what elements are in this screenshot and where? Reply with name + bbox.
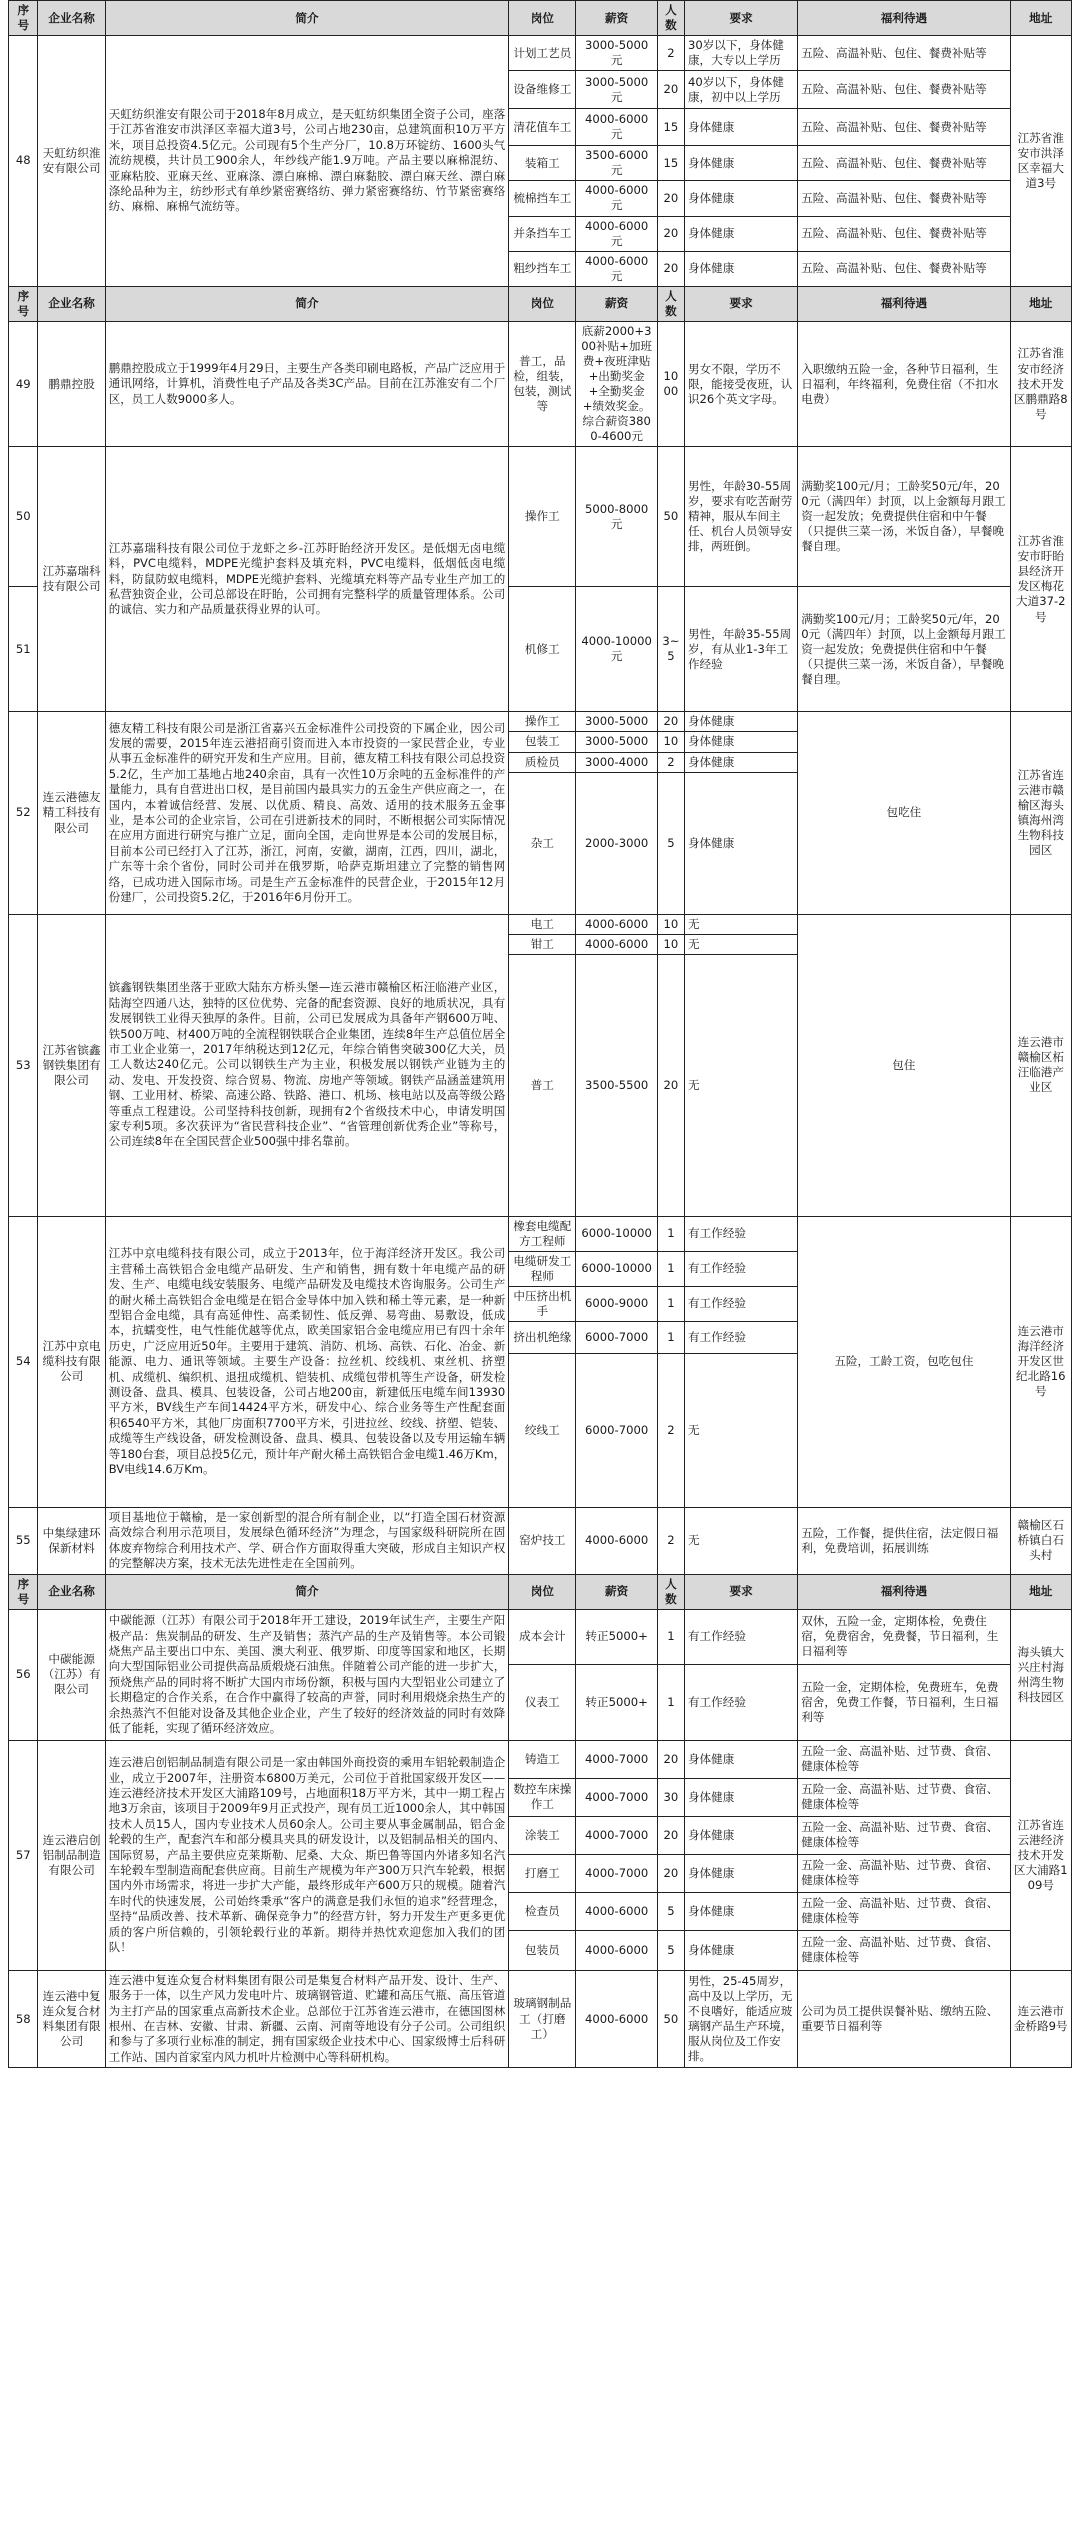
welfare: 五险、高温补贴、包住、餐费补贴等 <box>798 36 1010 71</box>
table-row <box>9 1740 1072 1778</box>
company-intro: 鹏鼎控股成立于1999年4月29日，主要生产各类印刷电路板，产品广泛应用于通讯网络，计算机，消费性电子产品及各类3C产品。目前在江苏淮安有二个厂区，员工人数9000多人。 <box>105 321 508 447</box>
company-intro: 中碳能源（江苏）有限公司于2018年开工建设，2019年试生产，主要生产阳极产品：焦炭制品的研发、生产及销售；蒸汽产品的生产及销售等。本公司锻烧焦产品主要出口中东、美国、澳大利亚、俄罗斯、印度等国家和地区，长期向大型国际铝业公司提供高品质煅烧石油焦。伴随着公司产能的进一步扩大，预烧焦产品的同时将不断扩大国内市场份额，积极与国内大型铝业公司建立了长期稳定的合作关系，在合作中赢得了较高的声誉，同时利用煅烧余热生产的余热蒸汽不但能对设备及其他企业企业，产生了较好的经济效益的同时有效降低了能耗，实现了循环经济效应。 <box>105 1609 508 1740</box>
header-post: 岗位 <box>509 1574 576 1609</box>
job-count: 5 <box>657 1892 684 1930</box>
seq-number: 50 <box>9 447 38 587</box>
job-listing-page <box>8 0 1072 2068</box>
job-count: 20 <box>657 1740 684 1778</box>
job-requirement: 有工作经验 <box>684 1216 797 1251</box>
job-count: 50 <box>657 1970 684 2067</box>
welfare: 公司为员工提供误餐补贴、缴纳五险、重要节日福利等 <box>798 1970 1010 2067</box>
header-address: 地址 <box>1010 1574 1071 1609</box>
welfare: 五险一金，定期体检，免费班车，免费宿舍，免费工作餐，节日福利，生日福利等 <box>798 1664 1010 1740</box>
header-seq: 序号 <box>9 1574 38 1609</box>
job-post: 成本会计 <box>509 1609 576 1664</box>
header-welfare: 福利待遇 <box>798 1574 1010 1609</box>
company-name: 天虹纺织淮安有限公司 <box>38 36 105 287</box>
job-count: 20 <box>657 251 684 286</box>
job-salary: 2000-3000 <box>576 772 657 914</box>
welfare: 五险一金、高温补贴、过节费、食宿、健康体检等 <box>798 1816 1010 1854</box>
job-requirement: 无 <box>684 1354 797 1508</box>
job-post: 计划工艺员 <box>509 36 576 71</box>
company-address: 连云港市海洋经济开发区世纪北路16号 <box>1010 1216 1071 1507</box>
job-requirement: 身体健康 <box>684 752 797 772</box>
job-post: 中压挤出机手 <box>509 1286 576 1321</box>
table-row <box>9 36 1072 71</box>
job-post: 并条挡车工 <box>509 216 576 251</box>
header-count: 人数 <box>657 1 684 36</box>
job-count: 5 <box>657 1930 684 1970</box>
job-post: 粗纱挡车工 <box>509 251 576 286</box>
job-post: 玻璃钢制品工（打磨工） <box>509 1970 576 2067</box>
job-salary: 4000-6000元 <box>576 251 657 286</box>
job-count: 3~5 <box>657 587 684 712</box>
welfare: 五险、高温补贴、包住、餐费补贴等 <box>798 71 1010 109</box>
header-company: 企业名称 <box>38 1 105 36</box>
job-post: 挤出机绝缘 <box>509 1322 576 1354</box>
header-intro: 简介 <box>105 1 508 36</box>
job-salary: 4000-7000 <box>576 1854 657 1892</box>
table-row <box>9 447 1072 587</box>
job-salary: 4000-6000元 <box>576 109 657 146</box>
job-salary: 转正5000+ <box>576 1609 657 1664</box>
job-post: 钳工 <box>509 934 576 954</box>
job-count: 10 <box>657 914 684 934</box>
job-count: 1000 <box>657 321 684 447</box>
header-salary: 薪资 <box>576 1 657 36</box>
job-requirement: 男性，年龄35-55周岁，有从业1-3年工作经验 <box>684 587 797 712</box>
welfare: 五险、高温补贴、包住、餐费补贴等 <box>798 181 1010 216</box>
job-count: 20 <box>657 712 684 732</box>
table-row <box>9 914 1072 934</box>
job-post: 设备维修工 <box>509 71 576 109</box>
company-name: 连云港德友精工科技有限公司 <box>38 712 105 914</box>
welfare: 五险一金、高温补贴、过节费、食宿、健康体检等 <box>798 1778 1010 1816</box>
company-intro: 江苏嘉瑞科技有限公司位于龙虾之乡-江苏盱眙经济开发区。是低烟无卤电缆料，PVC电缆料，MDPE光缆护套料及填充料，PVC电缆料，低烟低卤电缆料，防鼠防蚁电缆料，MDPE光缆护套料、光缆填充料等产品专业生产加工的私营独资企业，公司总部设在盱眙，公司拥有完整科学的质量管理体系。公司的诚信、实力和产品质量获得业界的认可。 <box>105 447 508 712</box>
company-intro: 天虹纺织淮安有限公司于2018年8月成立，是天虹纺织集团全资子公司，座落于江苏省淮安市洪泽区幸福大道3号，公司占地230亩，总建筑面积10万平方米，项目总投资4.5亿元。公司现有5个生产分厂，10.8万环锭纺、1600头气流纺规模，共计员工900余人，年纱线产能1.9万吨。产品主要以麻棉混纺、亚麻粘胶、亚麻天丝、亚麻涤、漂白麻棉、漂白麻黏胶、漂白麻天丝、漂白麻涤纶品种为主，纺纱形式有单纱紧密赛络纺、弹力紧密赛络纺、竹节紧密赛络纺、麻棉、麻棉气流纺等。 <box>105 36 508 287</box>
job-salary: 4000-7000 <box>576 1816 657 1854</box>
job-count: 1 <box>657 1664 684 1740</box>
header-row <box>9 286 1072 321</box>
company-address: 江苏省淮安市盱眙县经济开发区梅花大道37-2号 <box>1010 447 1071 712</box>
job-requirement: 身体健康 <box>684 109 797 146</box>
job-count: 2 <box>657 1354 684 1508</box>
header-intro: 简介 <box>105 286 508 321</box>
welfare: 五险、高温补贴、包住、餐费补贴等 <box>798 146 1010 181</box>
job-salary: 4000-7000 <box>576 1740 657 1778</box>
header-row <box>9 1 1072 36</box>
job-salary: 4000-6000 <box>576 1508 657 1575</box>
welfare: 包吃住 <box>798 712 1010 914</box>
company-name: 鹏鼎控股 <box>38 321 105 447</box>
job-salary: 5000-8000元 <box>576 447 657 587</box>
welfare: 五险一金、高温补贴、过节费、食宿、健康体检等 <box>798 1930 1010 1970</box>
seq-number: 53 <box>9 914 38 1216</box>
table-row <box>9 712 1072 732</box>
company-address: 江苏省淮安市经济技术开发区鹏鼎路8号 <box>1010 321 1071 447</box>
table-body <box>9 1 1072 2068</box>
job-count: 1 <box>657 1322 684 1354</box>
job-requirement: 有工作经验 <box>684 1664 797 1740</box>
company-name: 连云港启创铝制品制造有限公司 <box>38 1740 105 1970</box>
company-address: 连云港市赣榆区柘汪临港产业区 <box>1010 914 1071 1216</box>
company-intro: 镔鑫钢铁集团坐落于亚欧大陆东方桥头堡—连云港市赣榆区柘汪临港产业区，陆海空四通八达，独特的区位优势、完备的配套资源、良好的地质状况，具有发展钢铁工业得天独厚的条件。目前，公司已发展成为具备年产钢600万吨、铁500万吨、材400万吨的全流程钢铁联合企业集团，连续8年生产总值位居全市工业企业第一，2017年纳税达到12亿元，年综合销售突破300亿大关，员工人数达240亿元。公司以钢铁生产为主业，积极发展以钢铁产业链为主的动、发电、开发投资、综合贸易、物流、房地产等领域。钢铁产品涵盖建筑用钢、工业用材、桥梁、高速公路、铁路、港口、机场、核电站以及高等级公路等重点工程建设。公司坚持科技创新，现拥有2个省级技术中心，申请发明国家专利5项。多次获评为“省民营科技企业”、“省管理创新优秀企业”等称号，公司连续8年在全国民营企业500强中排名靠前。 <box>105 914 508 1216</box>
job-requirement: 身体健康 <box>684 146 797 181</box>
welfare: 包住 <box>798 914 1010 1216</box>
job-count: 30 <box>657 1778 684 1816</box>
job-requirement: 无 <box>684 914 797 934</box>
job-salary: 6000-10000 <box>576 1251 657 1286</box>
job-post: 清花值车工 <box>509 109 576 146</box>
seq-number: 57 <box>9 1740 38 1970</box>
job-salary: 4000-10000元 <box>576 587 657 712</box>
job-requirement: 男性，25-45周岁，高中及以上学历，无不良嗜好，能适应玻璃钢产品生产环境，服从岗位及工作安排。 <box>684 1970 797 2067</box>
job-count: 20 <box>657 71 684 109</box>
job-post: 电缆研发工程师 <box>509 1251 576 1286</box>
job-salary: 4000-6000 <box>576 934 657 954</box>
seq-number: 49 <box>9 321 38 447</box>
seq-number: 58 <box>9 1970 38 2067</box>
seq-number: 54 <box>9 1216 38 1507</box>
table-row <box>9 1609 1072 1664</box>
job-post: 打磨工 <box>509 1854 576 1892</box>
job-requirement: 无 <box>684 954 797 1216</box>
job-requirement: 身体健康 <box>684 181 797 216</box>
header-welfare: 福利待遇 <box>798 286 1010 321</box>
table-row <box>9 1508 1072 1575</box>
job-salary: 4000-6000元 <box>576 216 657 251</box>
job-count: 50 <box>657 447 684 587</box>
welfare: 五险、高温补贴、包住、餐费补贴等 <box>798 216 1010 251</box>
company-address: 江苏省连云港经济技术开发区大浦路109号 <box>1010 1740 1071 1970</box>
job-post: 杂工 <box>509 772 576 914</box>
welfare: 满勤奖100元/月；工龄奖50元/年，200元（满四年）封顶，以上金额每月跟工资一起发放；免费提供住宿和中午餐（只提供三菜一汤，米饭自备），早餐晚餐自理。 <box>798 587 1010 712</box>
job-requirement: 30岁以下，身体健康，大专以上学历 <box>684 36 797 71</box>
job-salary: 6000-7000 <box>576 1322 657 1354</box>
welfare: 五险一金、高温补贴、过节费、食宿、健康体检等 <box>798 1892 1010 1930</box>
header-salary: 薪资 <box>576 1574 657 1609</box>
company-name: 江苏中京电缆科技有限公司 <box>38 1216 105 1507</box>
job-requirement: 身体健康 <box>684 251 797 286</box>
header-requirement: 要求 <box>684 1 797 36</box>
welfare: 五险一金、高温补贴、过节费、食宿、健康体检等 <box>798 1740 1010 1778</box>
company-address: 江苏省连云港市赣榆区海头镇海州湾生物科技园区 <box>1010 712 1071 914</box>
seq-number: 55 <box>9 1508 38 1575</box>
job-requirement: 无 <box>684 934 797 954</box>
welfare: 入职缴纳五险一金，各种节日福利，生日福利，年终福利，免费住宿（不扣水电费） <box>798 321 1010 447</box>
job-salary: 3000-5000元 <box>576 71 657 109</box>
job-count: 1 <box>657 1251 684 1286</box>
job-post: 操作工 <box>509 447 576 587</box>
seq-number: 51 <box>9 587 38 712</box>
company-intro: 连云港中复连众复合材料集团有限公司是集复合材料产品开发、设计、生产、服务于一体，以生产风力发电叶片、玻璃钢管道、贮罐和高压气瓶、高压管道为主打产品的国家重点高新技术企业。总部位于江苏省连云港市，在德国图林根州、在吉林、安徽、甘肃、新疆、云南、河南等地设有分子公司。公司组织和参与了多项行业标准的制定，拥有国家级企业技术中心、国家级博士后科研工作站、国内首家室内风力机叶片检测中心等科研机构。 <box>105 1970 508 2067</box>
company-address: 赣榆区石桥镇白石头村 <box>1010 1508 1071 1575</box>
job-count: 2 <box>657 1508 684 1575</box>
job-requirement: 男女不限，学历不限，能接受夜班，认识26个英文字母。 <box>684 321 797 447</box>
seq-number: 48 <box>9 36 38 287</box>
job-count: 10 <box>657 934 684 954</box>
job-post: 数控车床操作工 <box>509 1778 576 1816</box>
job-count: 1 <box>657 1216 684 1251</box>
job-salary: 4000-6000 <box>576 1892 657 1930</box>
job-post: 电工 <box>509 914 576 934</box>
welfare: 满勤奖100元/月；工龄奖50元/年，200元（满四年）封顶，以上金额每月跟工资一起发放；免费提供住宿和中午餐（只提供三菜一汤，米饭自备），早餐晚餐自理。 <box>798 447 1010 587</box>
job-post: 普工，品检，组装，包装，测试等 <box>509 321 576 447</box>
job-post: 检查员 <box>509 1892 576 1930</box>
job-post: 质检员 <box>509 752 576 772</box>
job-salary: 底薪2000+300补贴+加班费+夜班津贴+出勤奖金+全勤奖金+绩效奖金。综合薪资3800-4600元 <box>576 321 657 447</box>
job-salary: 4000-6000 <box>576 914 657 934</box>
job-requirement: 身体健康 <box>684 1892 797 1930</box>
company-intro: 江苏中京电缆科技有限公司，成立于2013年，位于海洋经济开发区。我公司主营稀土高铁铝合金电缆产品研发、生产和销售，拥有数十年电缆产品的研发、生产、电缆电线安装服务、电缆产品研发及电缆技术咨询服务。公司生产的耐火稀土高铁铝合金电缆是在铝合金导体中加入铁和稀土等元素，是一种新型铝合金电缆，具有高延伸性、高柔韧性、低反弹、易弯曲、易敷设，低成本，抗蠕变性，电气性能优越等优点，欧美国家铝合金电缆应用已有四十余年历史，广泛应用近50年。主要用于建筑、消防、机场、高铁、石化、冶金、新能源、电力、通讯等领域。主要生产设备：拉丝机、绞线机、束丝机、挤塑机、成缆机、编织机、退扭成缆机、铠装机、成缆包带机等生产设备，研发检测设备、盘具、模具、包装设备，公司占地200亩，新建低压电缆车间13930平方米，BV线生产车间14424平方米，研发中心、综合业务等生产性配套面积6540平方米，其他厂房面积7700平方米，引进拉丝、绞线、挤塑、铠装、成缆等生产线设备，研发检测设备、盘具、模具、包装设备以及专用运输车辆等180台套，项目总投5亿元，预计年产耐火稀土高铁铝合金电缆1.46万Km，BV电线14.6万Km。 <box>105 1216 508 1507</box>
job-requirement: 身体健康 <box>684 712 797 732</box>
job-requirement: 身体健康 <box>684 1930 797 1970</box>
company-name: 连云港中复连众复合材料集团有限公司 <box>38 1970 105 2067</box>
header-company: 企业名称 <box>38 1574 105 1609</box>
company-name: 中集绿建环保新材料 <box>38 1508 105 1575</box>
company-address: 海头镇大兴庄村海州湾生物科技园区 <box>1010 1609 1071 1740</box>
header-salary: 薪资 <box>576 286 657 321</box>
job-salary: 6000-7000 <box>576 1354 657 1508</box>
job-requirement: 有工作经验 <box>684 1286 797 1321</box>
job-post: 窑炉技工 <box>509 1508 576 1575</box>
job-count: 1 <box>657 1286 684 1321</box>
job-count: 15 <box>657 146 684 181</box>
header-count: 人数 <box>657 1574 684 1609</box>
company-name: 中碳能源（江苏）有限公司 <box>38 1609 105 1740</box>
job-count: 1 <box>657 1609 684 1664</box>
job-count: 2 <box>657 36 684 71</box>
company-intro: 德友精工科技有限公司是浙江省嘉兴五金标准件公司投资的下属企业，因公司发展的需要，2015年连云港招商引资而进入本市投资的一家民营企业，专业从事五金标准件的研究开发和生产应用。目前，德友精工科技有限公司总投资5.2亿，生产加工基地占地240余亩，具有一次性10万余吨的五金标准件的产量能力，具有自营进出口权，是目前国内最具实力的五金生产供应商之一，在国内，本着诚信经营、发展、以优质、精良、高效、适用的技术服务五金事业，是本公司的企业宗旨，公司在引进新技术的同时，不断根据公司实际情况在应用方面进行研究与推广立足，面向全国，走向世界是本公司的发展目标，目前本公司已经打入了江苏，浙江，河南，安徽，湖南，江西，四川，湖北，广东等十余个省份，同时公司并在俄罗斯，哈萨克斯坦建立了完整的销售网络，已成功进入国际市场。司是生产五金标准件的民营企业，于2015年12月份建厂，公司投资5.2亿，于2016年6月份开工。 <box>105 712 508 914</box>
job-post: 仪表工 <box>509 1664 576 1740</box>
job-post: 梳棉挡车工 <box>509 181 576 216</box>
job-requirement: 身体健康 <box>684 732 797 752</box>
header-requirement: 要求 <box>684 286 797 321</box>
job-count: 20 <box>657 216 684 251</box>
job-requirement: 有工作经验 <box>684 1322 797 1354</box>
table-row <box>9 321 1072 447</box>
job-count: 20 <box>657 181 684 216</box>
job-salary: 4000-7000 <box>576 1778 657 1816</box>
welfare: 五险一金、高温补贴、过节费、食宿、健康体检等 <box>798 1854 1010 1892</box>
job-salary: 3000-5000元 <box>576 36 657 71</box>
header-seq: 序号 <box>9 286 38 321</box>
job-post: 铸造工 <box>509 1740 576 1778</box>
welfare: 五险，工龄工资，包吃包住 <box>798 1216 1010 1507</box>
table-row <box>9 1970 1072 2067</box>
job-requirement: 身体健康 <box>684 216 797 251</box>
header-address: 地址 <box>1010 1 1071 36</box>
seq-number: 52 <box>9 712 38 914</box>
job-salary: 3500-5500 <box>576 954 657 1216</box>
header-count: 人数 <box>657 286 684 321</box>
job-count: 10 <box>657 732 684 752</box>
header-requirement: 要求 <box>684 1574 797 1609</box>
job-salary: 4000-6000 <box>576 1970 657 2067</box>
header-row <box>9 1574 1072 1609</box>
job-requirement: 身体健康 <box>684 772 797 914</box>
job-salary: 6000-10000 <box>576 1216 657 1251</box>
job-listing-table <box>8 0 1072 2068</box>
job-salary: 4000-6000元 <box>576 181 657 216</box>
welfare: 五险，工作餐，提供住宿，法定假日福利，免费培训，拓展训练 <box>798 1508 1010 1575</box>
job-count: 20 <box>657 1816 684 1854</box>
header-welfare: 福利待遇 <box>798 1 1010 36</box>
job-requirement: 男性，年龄30-55周岁，要求有吃苦耐劳精神，服从车间主任、机台人员领导安排，两班倒。 <box>684 447 797 587</box>
job-requirement: 有工作经验 <box>684 1251 797 1286</box>
job-salary: 6000-9000 <box>576 1286 657 1321</box>
job-count: 15 <box>657 109 684 146</box>
job-requirement: 身体健康 <box>684 1816 797 1854</box>
job-salary: 4000-6000 <box>576 1930 657 1970</box>
header-post: 岗位 <box>509 1 576 36</box>
job-post: 涂装工 <box>509 1816 576 1854</box>
header-intro: 简介 <box>105 1574 508 1609</box>
job-post: 包装工 <box>509 732 576 752</box>
job-requirement: 无 <box>684 1508 797 1575</box>
job-requirement: 身体健康 <box>684 1854 797 1892</box>
header-address: 地址 <box>1010 286 1071 321</box>
job-post: 普工 <box>509 954 576 1216</box>
welfare: 五险、高温补贴、包住、餐费补贴等 <box>798 109 1010 146</box>
header-company: 企业名称 <box>38 286 105 321</box>
job-count: 2 <box>657 752 684 772</box>
welfare: 五险、高温补贴、包住、餐费补贴等 <box>798 251 1010 286</box>
header-post: 岗位 <box>509 286 576 321</box>
job-post: 绞线工 <box>509 1354 576 1508</box>
job-post: 包装员 <box>509 1930 576 1970</box>
seq-number: 56 <box>9 1609 38 1740</box>
job-salary: 3000-4000 <box>576 752 657 772</box>
company-name: 江苏嘉瑞科技有限公司 <box>38 447 105 712</box>
job-post: 操作工 <box>509 712 576 732</box>
job-salary: 3000-5000 <box>576 732 657 752</box>
job-post: 机修工 <box>509 587 576 712</box>
table-row <box>9 1216 1072 1251</box>
company-intro: 连云港启创铝制品制造有限公司是一家由韩国外商投资的乘用车铝轮毂制造企业，成立于2007年，注册资本6800万美元，公司位于首批国家级开发区——连云港经济技术开发区大浦路109号，占地面积18万平方米，其中一期工程占地3万余亩，该项目于2009年9月正式投产，现有员工近1000余人，其中韩国技术人员15人，国内专业技术人员60余人。公司主要从事金属制品，铝合金轮毂的生产，配套汽车和部分模具夹具的研发设计，以及铝制品相关的国内、国际贸易，产品主要供应克莱斯勒、尼桑、大众、斯巴鲁等国内外诸多知名汽车轮毂车型制造商配套供应商。目前生产规模为年产300万只汽车轮毂，根据国内外市场需求，将进一步扩大产能，最终形成年产600万只的规模。随着汽车时代的快速发展，公司始终秉承“客户的满意是我们永恒的追求”经营理念，坚持“品质改善、技术革新、确保竞争力”的经营方针，努力开发生产更多更优质的客户所信赖的，引领轮毂行业的革新。期待并热忱欢迎您加入我们的团队！ <box>105 1740 508 1970</box>
job-requirement: 40岁以下，身体健康，初中以上学历 <box>684 71 797 109</box>
company-name: 江苏省镔鑫钢铁集团有限公司 <box>38 914 105 1216</box>
job-salary: 3000-5000 <box>576 712 657 732</box>
job-requirement: 有工作经验 <box>684 1609 797 1664</box>
company-address: 连云港市金桥路9号 <box>1010 1970 1071 2067</box>
header-seq: 序号 <box>9 1 38 36</box>
company-address: 江苏省淮安市洪泽区幸福大道3号 <box>1010 36 1071 287</box>
job-requirement: 身体健康 <box>684 1740 797 1778</box>
job-post: 橡套电缆配方工程师 <box>509 1216 576 1251</box>
company-intro: 项目基地位于赣榆，是一家创新型的混合所有制企业，以“打造全国石材资源高效综合利用示范项目，发展绿色循环经济”为理念，与国家级科研院所在固体废弃物综合利用技术产、学、研合作方面取得重大突破，形成自主知识产权的完整解决方案，技术无法先进性走在全国前列。 <box>105 1508 508 1575</box>
job-requirement: 身体健康 <box>684 1778 797 1816</box>
job-salary: 转正5000+ <box>576 1664 657 1740</box>
welfare: 双休，五险一金，定期体检，免费住宿，免费宿舍，免费餐，节日福利，生日福利等 <box>798 1609 1010 1664</box>
job-count: 20 <box>657 954 684 1216</box>
job-count: 5 <box>657 772 684 914</box>
job-salary: 3500-6000元 <box>576 146 657 181</box>
job-post: 装箱工 <box>509 146 576 181</box>
job-count: 20 <box>657 1854 684 1892</box>
